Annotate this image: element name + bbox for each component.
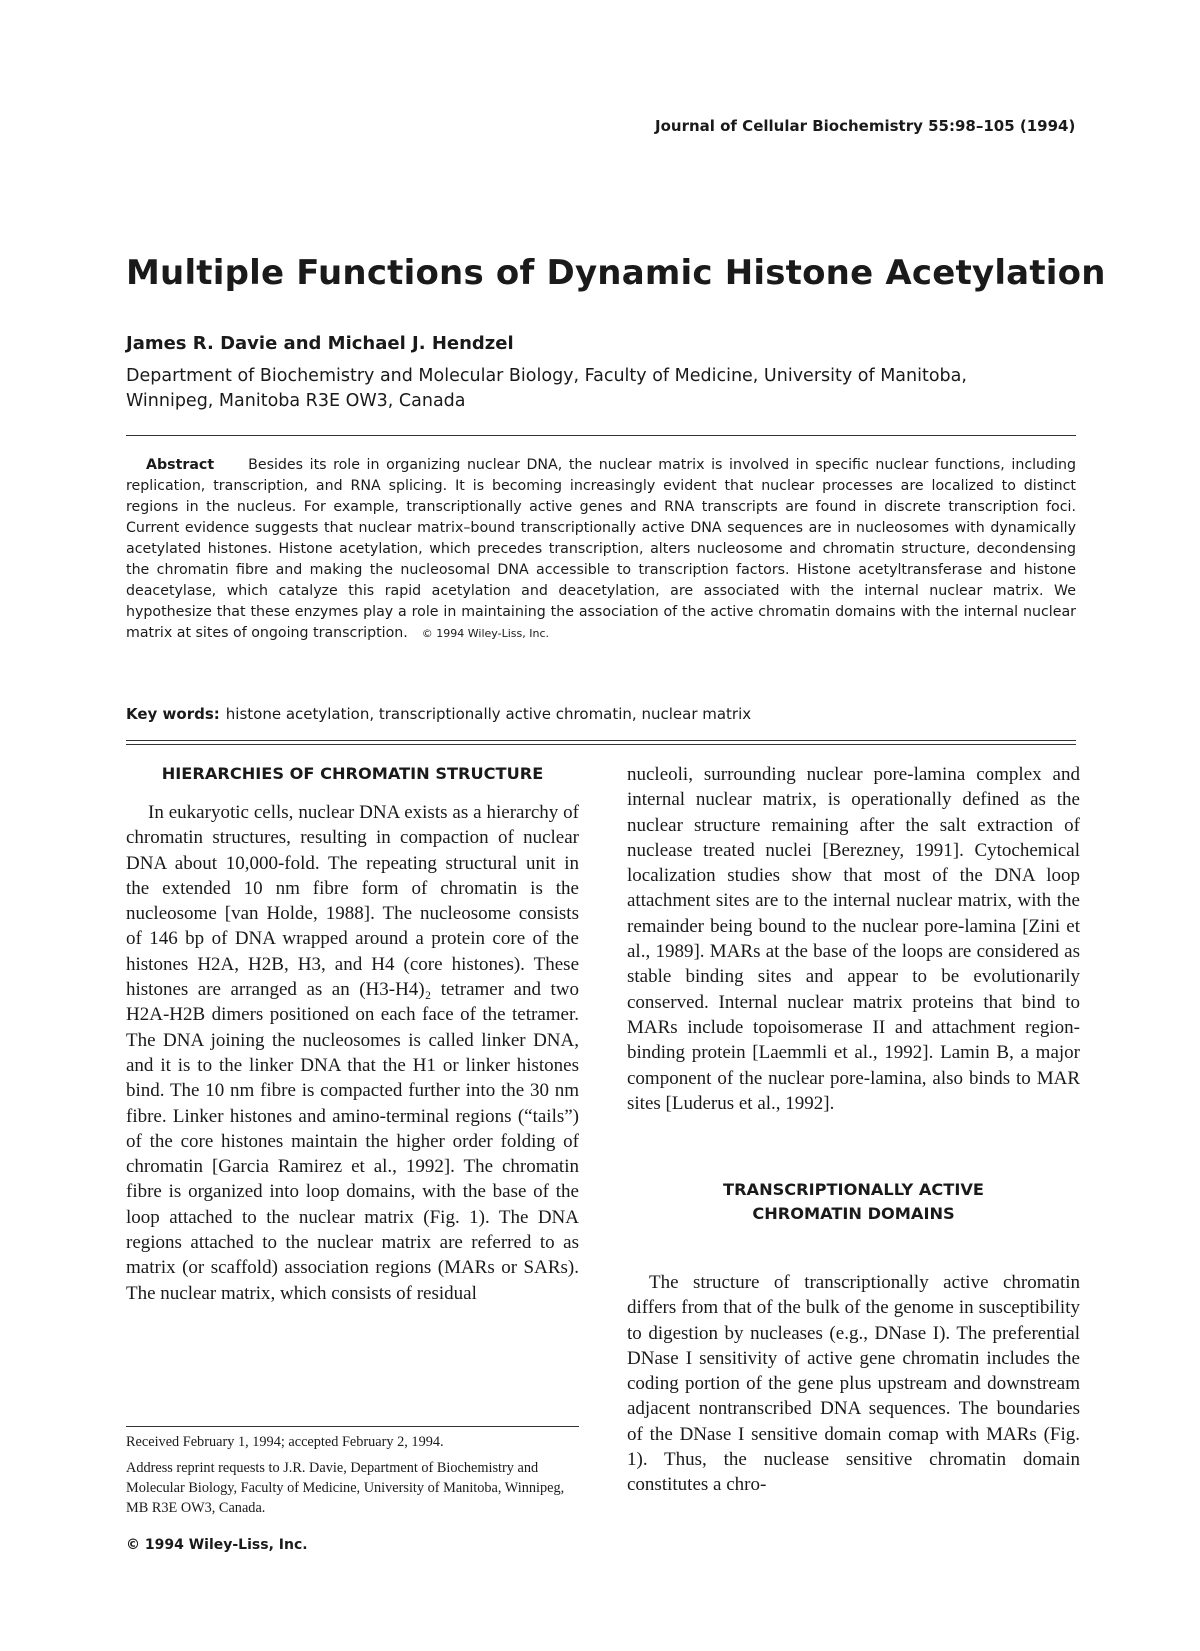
divider <box>126 744 1076 745</box>
abstract-text: Besides its role in organizing nuclear DNA, the nuclear matrix is involved in specific nuclear functions, including replication, transcription, and RNA splicing. It is becoming increasingly evident that nuclear processes are localized to distinct regions in the nucleus. For example, transcriptionally active genes and RNA transcripts are found in discrete transcription foci. Current evidence suggests that nuclear matrix–bound transcriptionally active DNA sequences are in nucleosomes with dynamically acetylated histones. Histone acetylation, which precedes transcription, alters nucleosome and chromatin structure, decondensing the chromatin fibre and making the nucleosomal DNA accessible to transcription factors. Histone acetyltransferase and histone deacetylase, which catalyze this rapid acetylation and deacetylation, are associated with the internal nuclear matrix. We hypothesize that these enzymes play a role in maintaining the association of the active chromatin domains with the internal nuclear matrix at sites of ongoing transcription. <box>126 457 1076 641</box>
body-paragraph: In eukaryotic cells, nuclear DNA exists as a hierarchy of chromatin structures, resulting in compaction of nuclear DNA about 10,000-fold. The repeating structural unit in the extended 10 nm fibre form of chromatin is the nucleosome [van Holde, 1988]. The nucleosome consists of 146 bp of DNA wrapped around a protein core of the histones H2A, H2B, H3, and H4 (core histones). These histones are arranged as an (H3-H4)₂ tetramer and two H2A-H2B dimers positioned on each face of the tetramer. The DNA joining the nucleosomes is called linker DNA, and it is to the linker DNA that the H1 or linker histones bind. The 10 nm fibre is compacted further into the 30 nm fibre. Linker histones and amino-terminal regions (“tails”) of the core histones maintain the higher order folding of chromatin [Garcia Ramirez et al., 1992]. The chromatin fibre is organized into loop domains, with the base of the loop attached to the nuclear matrix (Fig. 1). The DNA regions attached to the nuclear matrix are referred to as matrix (or scaffold) association regions (MARs or SARs). The nuclear matrix, which consists of residual <box>126 802 579 1304</box>
footnote-received: Received February 1, 1994; accepted February 2, 1994. <box>126 1434 444 1450</box>
footer-copyright: © 1994 Wiley-Liss, Inc. <box>126 1537 308 1553</box>
section-heading: HIERARCHIES OF CHROMATIN STRUCTURE <box>161 764 544 783</box>
article-title: Multiple Functions of Dynamic Histone Acetylation <box>126 253 1106 293</box>
affiliation <box>126 364 1066 414</box>
keywords <box>126 705 1076 723</box>
abstract-label: Abstract <box>146 457 215 473</box>
body-paragraph: The structure of transcriptionally active chromatin differs from that of the bulk of the genome in susceptibility to digestion by nucleases (e.g., DNase I). The preferential DNase I sensitivity of active gene chromatin includes the coding portion of the gene plus upstream and downstream adjacent nontranscribed DNA sequences. The boundaries of the DNase I sensitive domain comap with MARs (Fig. 1). Thus, the nuclease sensitive chromatin domain constitutes a chro- <box>627 1272 1080 1496</box>
section-heading-line: TRANSCRIPTIONALLY ACTIVE <box>723 1180 984 1199</box>
section-heading-line: CHROMATIN DOMAINS <box>752 1204 955 1223</box>
affiliation-line: Department of Biochemistry and Molecular Biology, Faculty of Medicine, University of Manitoba, <box>126 366 967 386</box>
section-heading <box>627 1178 1080 1226</box>
affiliation-line: Winnipeg, Manitoba R3E OW3, Canada <box>126 391 466 411</box>
footnote-divider <box>126 1426 579 1427</box>
abstract <box>126 455 1076 644</box>
authors: James R. Davie and Michael J. Hendzel <box>126 333 514 354</box>
abstract-copyright: © 1994 Wiley-Liss, Inc. <box>421 627 549 640</box>
body-paragraph: nucleoli, surrounding nuclear pore-lamina complex and internal nuclear matrix, is operationally defined as the nuclear structure remaining after the salt extraction of nuclease treated nuclei [Berezney, 1991]. Cytochemical localization studies show that most of the DNA loop attachment sites are to the internal nuclear matrix, with the remainder being bound to the nuclear pore-lamina [Zini et al., 1989]. MARs at the base of the loops are considered as stable binding sites and appear to be evolutionarily conserved. Internal nuclear matrix proteins that bind to MARs include topoisomerase II and attachment region-binding protein [Laemmli et al., 1992]. Lamin B, a major component of the nuclear pore-lamina, also binds to MAR sites [Luderus et al., 1992]. <box>627 764 1080 1114</box>
footnote-address: Address reprint requests to J.R. Davie, Department of Biochemistry and Molecular Biology, Faculty of Medicine, University of Manitoba, Winnipeg, MB R3E OW3, Canada. <box>126 1460 565 1516</box>
journal-citation: Journal of Cellular Biochemistry 55:98–105 (1994) <box>655 117 1076 135</box>
footnote <box>126 1432 579 1522</box>
keywords-label: Key words: <box>126 705 220 723</box>
divider <box>126 740 1076 741</box>
keywords-text: histone acetylation, transcriptionally active chromatin, nuclear matrix <box>225 705 752 723</box>
divider <box>126 435 1076 436</box>
